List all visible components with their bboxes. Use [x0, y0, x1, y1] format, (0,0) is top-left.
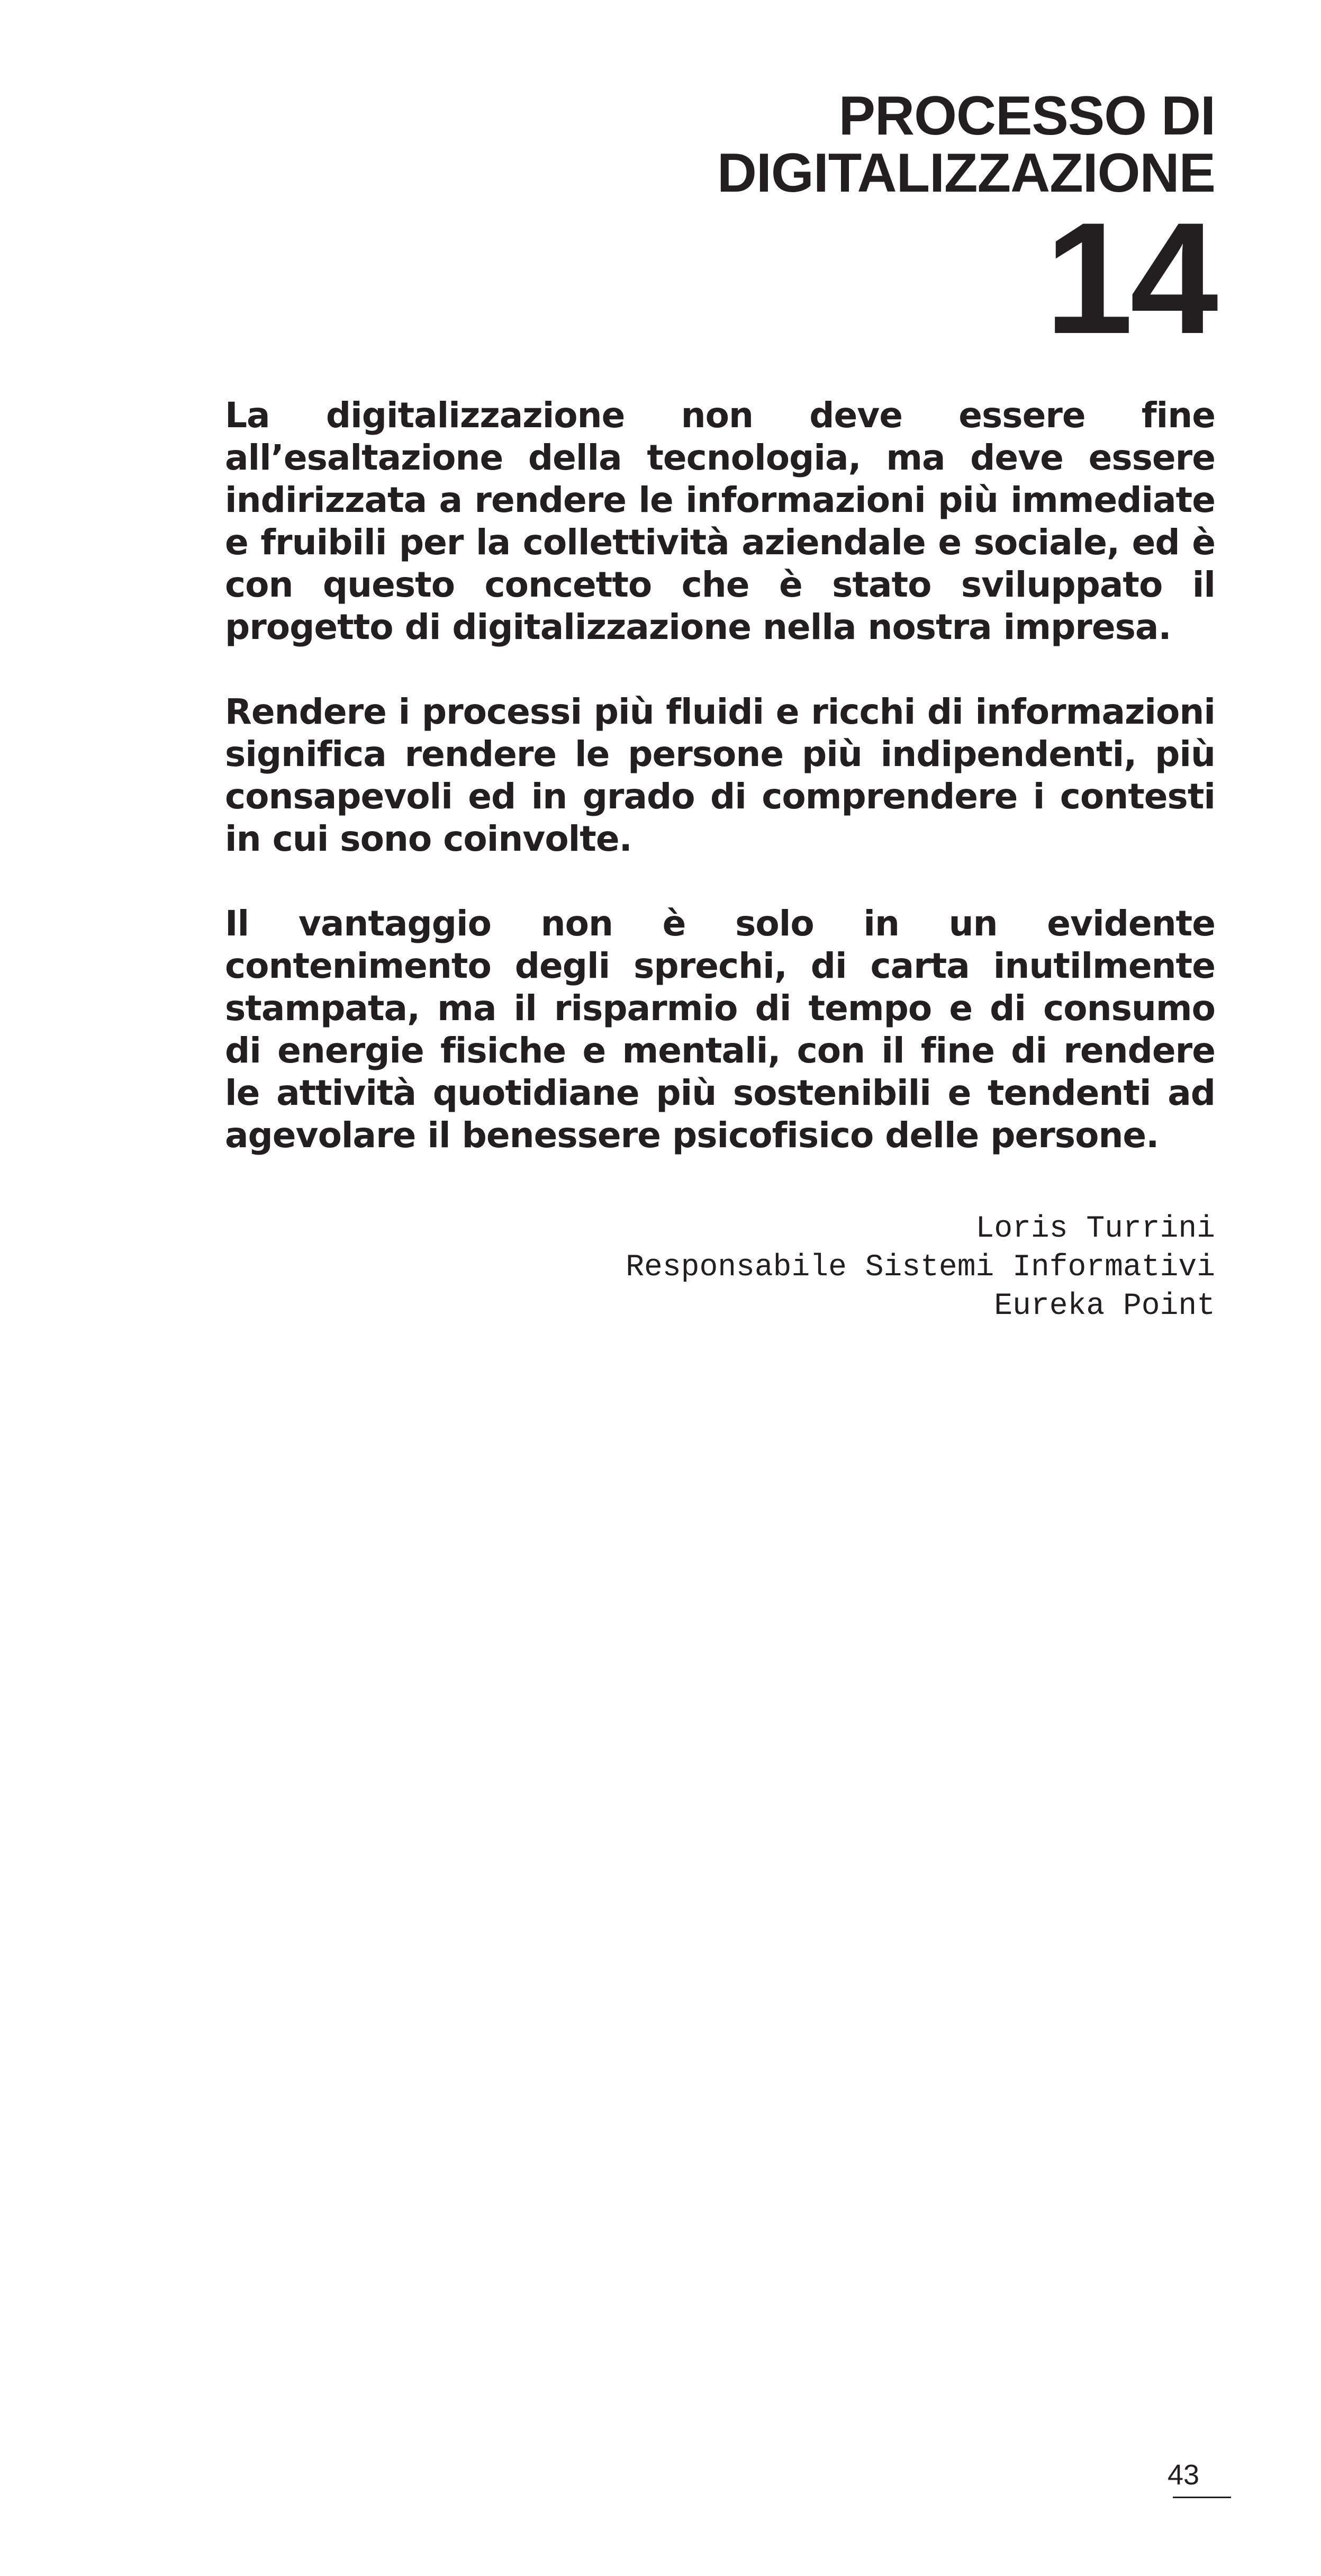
- chapter-title-line-2: DIGITALIZZAZIONE: [717, 142, 1215, 204]
- chapter-title-line-1: PROCESSO DI: [838, 85, 1215, 147]
- signature-company: Eureka Point: [994, 1289, 1215, 1323]
- page-number: 43: [1167, 2459, 1200, 2491]
- signature-name: Loris Turrini: [975, 1212, 1215, 1246]
- body-text: [225, 394, 1215, 1199]
- paragraph-1: La digitalizzazione non deve essere fine all’esaltazione della tecnologia, ma deve essere indirizzata a rendere le informazioni più immediate e fruibili per la collettività aziendale e sociale, ed è con questo concetto che è stato sviluppato il progetto di digitalizzazione nella nostra impresa.: [225, 395, 1215, 647]
- chapter-heading: [474, 85, 1215, 367]
- paragraph-2: Rendere i processi più fluidi e ricchi di informazioni significa rendere le persone più indipendenti, più consapevoli ed in grado di comprendere i contesti in cui sono coinvolte.: [225, 691, 1215, 859]
- page-number-underline: [1173, 2497, 1231, 2498]
- paragraph-3: Il vantaggio non è solo in un evidente contenimento degli sprechi, di carta inutilmente stampata, ma il risparmio di tempo e di consumo di energie fisiche e mentali, con il fine di rendere le attività quotidiane più sostenibili e tendenti ad agevolare il benessere psicofisico delle persone.: [225, 903, 1215, 1156]
- signature-block: [421, 1210, 1215, 1326]
- chapter-number: 14: [1045, 189, 1215, 367]
- signature-role: Responsabile Sistemi Informativi: [626, 1250, 1215, 1285]
